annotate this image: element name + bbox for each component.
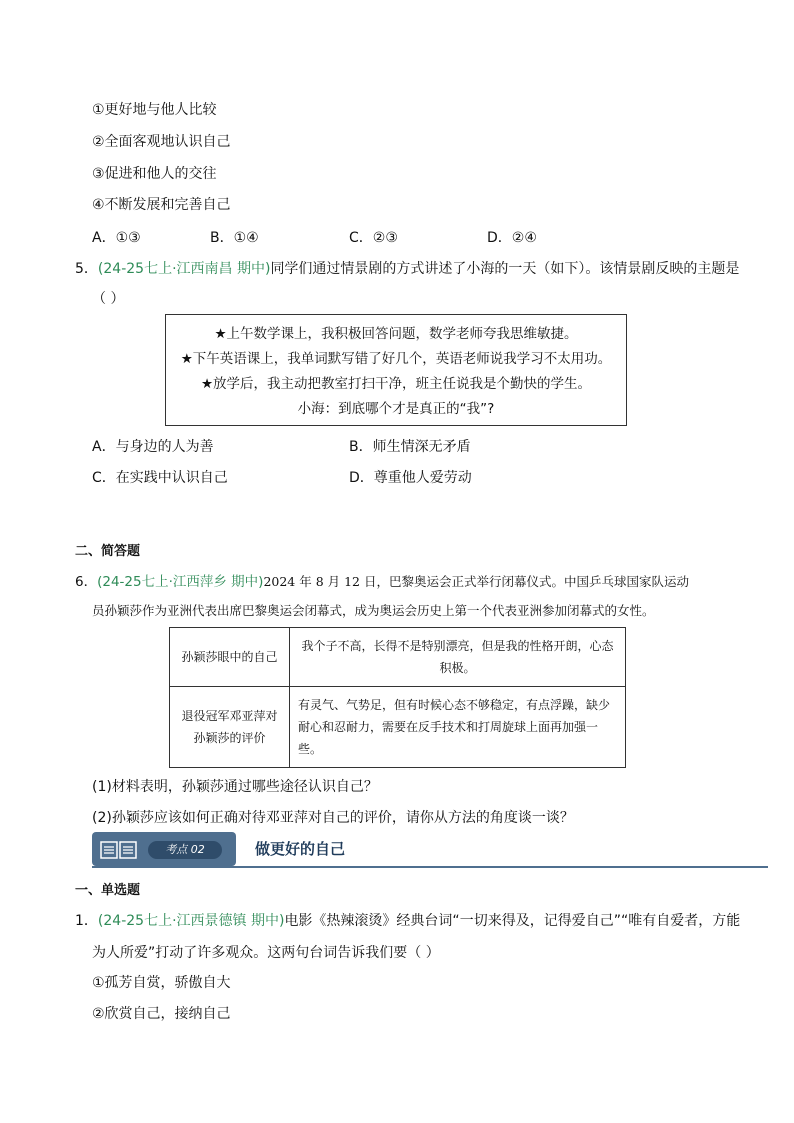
q5-stem-text: 同学们通过情景剧的方式讲述了小海的一天（如下）。该情景剧反映的主题是 xyxy=(270,261,740,277)
q4-choice-a: A．①③ xyxy=(92,230,141,246)
q1-number: 1． xyxy=(75,913,98,929)
q5-stem xyxy=(75,258,739,278)
table-row xyxy=(170,628,626,687)
q1-option-1: ①孤芳自赏，骄傲自大 xyxy=(92,975,231,991)
q1-source: (24-25七上·江西景德镇 期中) xyxy=(97,913,285,929)
q1-stem-text-1: 电影《热辣滚烫》经典台词“一切来得及，记得爱自己”“唯有自爱者，方能 xyxy=(284,913,741,929)
q5-answer-paren: （ ） xyxy=(92,291,125,307)
table-row xyxy=(170,687,626,768)
q1-stem-line-1 xyxy=(75,910,740,930)
q4-choice-b: B．①④ xyxy=(210,230,259,246)
q1-option-2: ②欣赏自己，接纳自己 xyxy=(92,1006,231,1022)
q4-choice-d: D．②④ xyxy=(487,230,537,246)
q4-option-3: ③促进和他人的交往 xyxy=(92,166,217,182)
topic-banner xyxy=(92,832,236,866)
q6-number: 6． xyxy=(75,574,98,590)
topic-title: 做更好的自己 xyxy=(255,840,346,858)
q4-option-4: ④不断发展和完善自己 xyxy=(92,197,231,213)
q5-scenario-line: ★下午英语课上，我单词默写错了好几个，英语老师说我学习不太用功。 xyxy=(180,351,612,367)
table-cell-head: 孙颖莎眼中的自己 xyxy=(170,628,290,687)
q6-stem-text-1: 2024 年 8 月 12 日，巴黎奥运会正式举行闭幕仪式。中国乒乓球国家队运动 xyxy=(263,574,689,589)
q6-source: (24-25七上·江西萍乡 期中) xyxy=(97,574,264,590)
q1-stem-line-2: 为人所爱”打动了许多观众。这两句台词告诉我们要（ ） xyxy=(92,945,440,961)
q5-scenario-box xyxy=(165,314,627,426)
book-icon xyxy=(100,841,138,859)
q4-choice-c: C．②③ xyxy=(349,230,398,246)
q5-choice-c: C．在实践中认识自己 xyxy=(92,470,228,486)
q4-option-1: ①更好地与他人比较 xyxy=(92,102,217,118)
q5-choice-b: B．师生情深无矛盾 xyxy=(349,439,471,455)
q5-scenario-line: ★上午数学课上，我积极回答问题，数学老师夸我思维敏捷。 xyxy=(214,326,578,342)
q5-number: 5． xyxy=(75,261,98,277)
q6-stem-line-2: 员孙颖莎作为亚洲代表出席巴黎奥运会闭幕式，成为奥运会历史上第一个代表亚洲参加闭幕式的女性。 xyxy=(92,603,655,618)
q6-material-table xyxy=(169,627,626,768)
q6-subquestion-1: (1)材料表明，孙颖莎通过哪些途径认识自己？ xyxy=(92,779,378,795)
table-cell-head: 退役冠军邓亚萍对孙颖莎的评价 xyxy=(170,687,290,768)
q5-choice-d: D．尊重他人爱劳动 xyxy=(349,470,472,486)
q5-source: (24-25七上·江西南昌 期中) xyxy=(97,261,271,277)
q6-stem-line-1 xyxy=(75,570,689,590)
section-heading-short-answer: 二、简答题 xyxy=(75,544,141,559)
q4-option-2: ②全面客观地认识自己 xyxy=(92,134,231,150)
q6-subquestion-2: (2)孙颖莎应该如何正确对待邓亚萍对自己的评价，请你从方法的角度谈一谈？ xyxy=(92,810,574,826)
section-heading-single-choice: 一、单选题 xyxy=(75,883,141,898)
table-cell-body: 有灵气、气势足，但有时候心态不够稳定，有点浮躁，缺少耐心和忍耐力，需要在反手技术和打周旋球上面再加强一些。 xyxy=(290,687,626,768)
topic-tag: 考点 02 xyxy=(148,841,222,859)
table-cell-body: 我个子不高，长得不是特别漂亮，但是我的性格开朗，心态积极。 xyxy=(290,628,626,687)
q5-scenario-line: 小海：到底哪个才是真正的“我”? xyxy=(297,401,495,417)
q5-choice-a: A．与身边的人为善 xyxy=(92,439,214,455)
q5-scenario-line: ★放学后，我主动把教室打扫干净，班主任说我是个勤快的学生。 xyxy=(200,376,592,392)
divider xyxy=(92,866,768,868)
